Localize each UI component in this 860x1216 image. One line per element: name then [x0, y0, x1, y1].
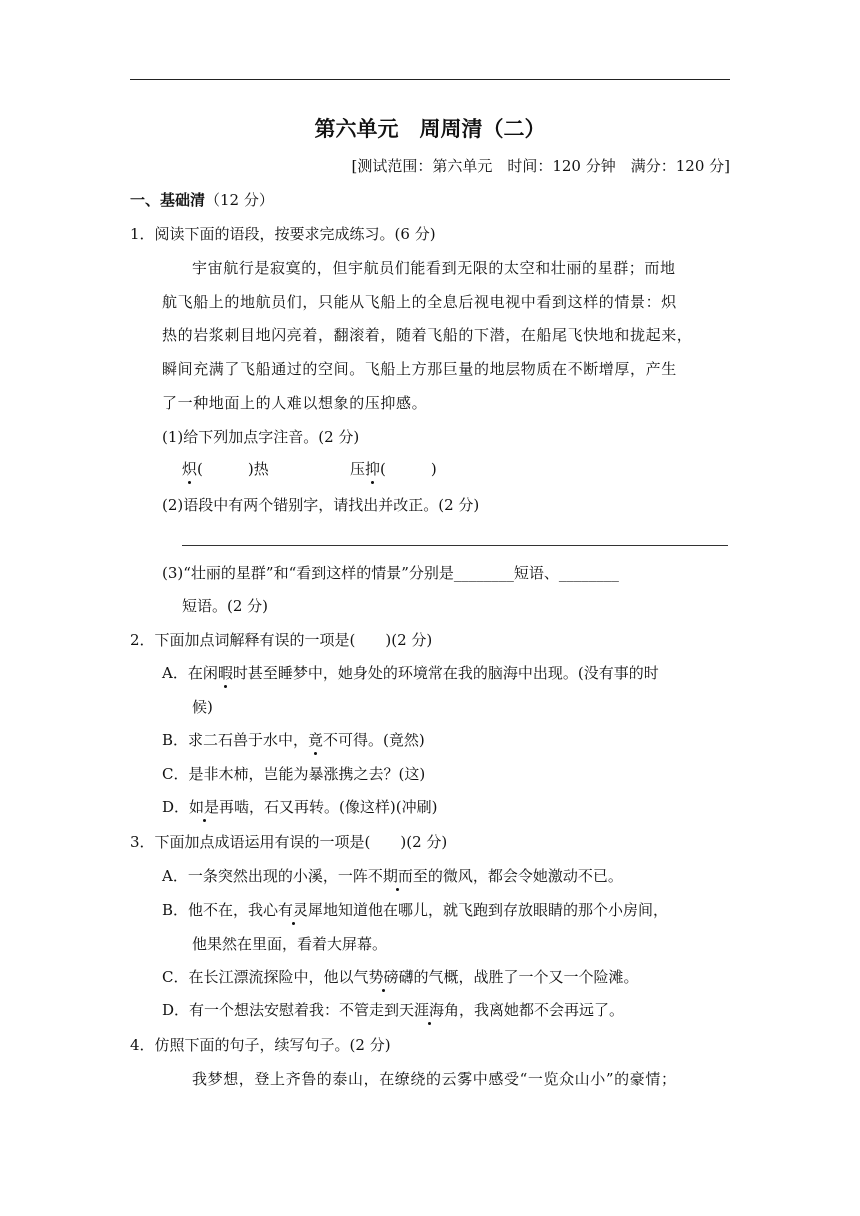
option-text: D．有一个想法安慰着我：不管走到 [162, 1001, 400, 1019]
section-heading [130, 190, 274, 210]
q1-passage-line: 宇宙航行是寂寞的，但宇航员们能看到无限的太空和壮丽的星群；而地 [192, 259, 676, 277]
section-score: （12 分） [205, 191, 274, 209]
dotted-chars: 如是 [189, 798, 220, 816]
q3-stem: 3．下面加点成语运用有误的一项是( )(2 分) [130, 833, 448, 851]
dotted-chars: 天涯海角 [399, 1001, 460, 1019]
q2-option-b[interactable] [162, 730, 425, 750]
dotted-chars: 不期而至 [367, 867, 428, 885]
q4-stem: 4．仿照下面的句子，续写句子。(2 分) [130, 1036, 391, 1054]
q2-option-c[interactable] [162, 764, 425, 784]
q2-option-d[interactable] [162, 797, 437, 817]
q2-stem: 2．下面加点词解释有误的一项是( )(2 分) [130, 631, 433, 649]
option-text: 的气概，战胜了一个又一个险滩。 [413, 968, 639, 986]
q1-sub2: (2)语段中有两个错别字，请找出并改正。(2 分) [162, 496, 480, 514]
dotted-chars: 心有灵犀 [263, 901, 324, 919]
option-text: D． [162, 798, 190, 816]
q1-sub3: (3)“壮丽的星群”和“看到这样的情景”分别是________短语、________ [162, 564, 619, 582]
pinyin-blank[interactable]: ( )热 [197, 460, 269, 478]
q1-stem: 1．阅读下面的语段，按要求完成练习。(6 分) [130, 225, 436, 243]
dotted-char: 炽 [182, 460, 198, 478]
option-text: 不可得。(竟然) [323, 731, 425, 749]
q3-option-c[interactable] [162, 967, 639, 987]
option-text: 的微风，都会令她激动不已。 [427, 867, 623, 885]
option-text: B．求二石兽于水中， [162, 731, 309, 749]
answer-line[interactable] [182, 545, 728, 546]
dotted-char: 竟 [308, 731, 324, 749]
option-text: 再啮，石又再转。(像这样)(冲刷) [219, 798, 438, 816]
q2-option-a-cont: 候) [192, 698, 213, 716]
option-text: 地知道他在哪儿，就飞跑到存放眼睛的那个小房间， [323, 901, 669, 919]
page-title: 第六单元 周周清（二） [314, 117, 546, 141]
q3-option-d[interactable] [162, 1000, 624, 1020]
q1-sub1-word2 [350, 459, 437, 479]
option-text: ，我离她都不会再远了。 [459, 1001, 625, 1019]
q1-passage-line: 热的岩浆刺目地闪亮着，翻滚着，随着飞船的下潜，在船尾飞快地和拢起来， [162, 326, 693, 344]
q3-option-b[interactable] [162, 900, 668, 920]
option-text: C．在长江漂流探险中，他以 [162, 968, 354, 986]
test-scope: [测试范围：第六单元 时间：120 分钟 满分：120 分] [351, 157, 730, 175]
plain-char: 压 [350, 460, 366, 478]
pinyin-blank[interactable]: ( ) [380, 460, 437, 478]
q3-option-b-cont: 他果然在里面，看着大屏幕。 [192, 935, 388, 953]
option-text: B．他不在，我 [162, 901, 264, 919]
q4-example: 我梦想，登上齐鲁的泰山，在缭绕的云雾中感受“一览众山小”的豪情； [192, 1070, 677, 1088]
q2-option-a[interactable] [162, 663, 659, 683]
dotted-chars: 气势磅礴 [353, 968, 414, 986]
q1-passage-line: 了一种地面上的人难以想象的压抑感。 [162, 394, 428, 412]
q1-passage-line: 瞬间充满了飞船通过的空间。飞船上方那巨量的地层物质在不断增厚，产生 [162, 360, 677, 378]
option-text: 时甚至睡梦中，她身处的环境常在我的脑海中出现。(没有事的时 [232, 664, 659, 682]
q1-sub1: (1)给下列加点字注音。(2 分) [162, 428, 360, 446]
q3-option-a[interactable] [162, 866, 623, 886]
option-text: A．在闲 [162, 664, 218, 682]
option-text: A．一条突然出现的小溪，一阵 [162, 867, 368, 885]
option-text: C．是非木柿，岂能为暴涨携之去？(这) [162, 765, 426, 783]
section-heading-label: 一、基础清 [130, 191, 206, 209]
dotted-char: 暇 [217, 664, 233, 682]
q1-sub1-word1 [182, 459, 269, 479]
header-rule [130, 79, 730, 80]
q1-passage-line: 航飞船上的地航员们，只能从飞船上的全息后视电视中看到这样的情景：炽 [162, 293, 677, 311]
dotted-char: 抑 [365, 460, 381, 478]
q1-sub3-cont: 短语。(2 分) [182, 597, 269, 615]
